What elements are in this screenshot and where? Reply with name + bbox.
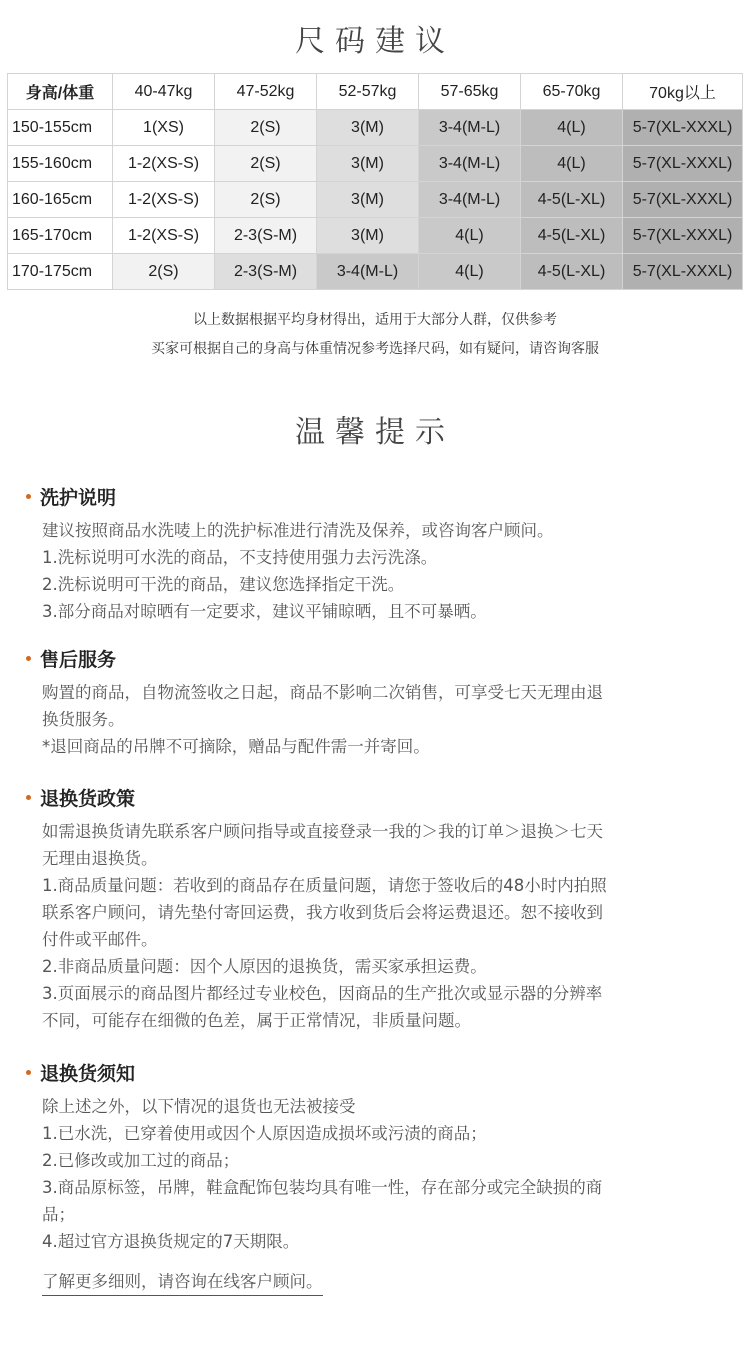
care-heading	[26, 483, 116, 510]
return-policy-line: 1.商品质量问题：若收到的商品存在质量问题，请您于签收后的48小时内拍照	[42, 876, 607, 895]
return-notice-line: 除上述之外，以下情况的退货也无法被接受	[42, 1097, 356, 1116]
size-cell: 2(S)	[215, 182, 317, 218]
size-cell: 4-5(L-XL)	[521, 182, 623, 218]
return-notice-heading-label: 退换货须知	[40, 1063, 136, 1085]
size-chart-table	[7, 73, 743, 290]
size-cell: 4(L)	[521, 110, 623, 146]
size-table-row	[8, 182, 743, 218]
return-notice-text	[42, 1093, 722, 1255]
size-cell: 3(M)	[317, 182, 419, 218]
size-cell: 3(M)	[317, 146, 419, 182]
header-cell: 52-57kg	[317, 74, 419, 110]
after-sales-line: 换货服务。	[42, 710, 125, 729]
size-note-1: 以上数据根据平均身材得出，适用于大部分人群，仅供参考	[193, 312, 557, 328]
size-cell: 1(XS)	[113, 110, 215, 146]
bullet-dot-icon	[26, 656, 31, 661]
size-cell: 3-4(M-L)	[317, 254, 419, 290]
size-cell: 2-3(S-M)	[215, 254, 317, 290]
return-policy-text	[42, 818, 722, 1034]
height-cell: 160-165cm	[8, 182, 113, 218]
return-notice-line: 2.已修改或加工过的商品；	[42, 1151, 240, 1170]
height-cell: 165-170cm	[8, 218, 113, 254]
size-table-row	[8, 146, 743, 182]
care-line: 建议按照商品水洗唛上的洗护标准进行清洗及保养，或咨询客户顾问。	[42, 521, 554, 540]
care-line: 1.洗标说明可水洗的商品，不支持使用强力去污洗涤。	[42, 548, 438, 567]
size-table-row	[8, 254, 743, 290]
size-note-2: 买家可根据自己的身高与体重情况参考选择尺码，如有疑问，请咨询客服	[151, 341, 599, 357]
height-cell: 150-155cm	[8, 110, 113, 146]
return-notice-line: 品；	[42, 1205, 75, 1224]
size-cell: 1-2(XS-S)	[113, 182, 215, 218]
return-policy-line: 3.页面展示的商品图片都经过专业校色，因商品的生产批次或显示器的分辨率	[42, 984, 603, 1003]
care-heading-label: 洗护说明	[40, 487, 117, 509]
header-cell: 47-52kg	[215, 74, 317, 110]
size-cell: 1-2(XS-S)	[113, 146, 215, 182]
header-cell: 身高/体重	[8, 74, 113, 110]
size-cell: 4(L)	[419, 218, 521, 254]
after-sales-text	[42, 679, 722, 760]
return-policy-line: 如需退换货请先联系客户顾问指导或直接登录一我的＞我的订单＞退换＞七天	[42, 822, 603, 841]
tips-title: 温馨提示	[295, 415, 455, 450]
size-cell: 4(L)	[521, 146, 623, 182]
header-cell: 57-65kg	[419, 74, 521, 110]
after-sales-heading-label: 售后服务	[40, 649, 117, 671]
size-cell: 5-7(XL-XXXL)	[623, 110, 743, 146]
return-policy-line: 无理由退换货。	[42, 849, 158, 868]
size-table-header-row	[8, 74, 743, 110]
size-guide-title: 尺码建议	[295, 24, 455, 59]
size-table-row	[8, 110, 743, 146]
size-cell: 2(S)	[215, 146, 317, 182]
size-cell: 5-7(XL-XXXL)	[623, 218, 743, 254]
size-cell: 3(M)	[317, 110, 419, 146]
size-cell: 3-4(M-L)	[419, 110, 521, 146]
size-cell: 3-4(M-L)	[419, 146, 521, 182]
size-cell: 5-7(XL-XXXL)	[623, 146, 743, 182]
size-cell: 3(M)	[317, 218, 419, 254]
care-line: 3.部分商品对晾晒有一定要求，建议平铺晾晒，且不可暴晒。	[42, 602, 487, 621]
size-cell: 3-4(M-L)	[419, 182, 521, 218]
size-cell: 2-3(S-M)	[215, 218, 317, 254]
return-policy-heading-label: 退换货政策	[40, 788, 136, 810]
return-policy-line: 2.非商品质量问题：因个人原因的退换货，需买家承担运费。	[42, 957, 487, 976]
size-cell: 5-7(XL-XXXL)	[623, 254, 743, 290]
return-policy-line: 不同，可能存在细微的色差，属于正常情况，非质量问题。	[42, 1011, 471, 1030]
return-notice-line: 4.超过官方退换货规定的7天期限。	[42, 1232, 300, 1251]
return-notice-line: 1.已水洗，已穿着使用或因个人原因造成损坏或污渍的商品；	[42, 1124, 487, 1143]
after-sales-line: 购置的商品，自物流签收之日起，商品不影响二次销售，可享受七天无理由退	[42, 683, 603, 702]
height-cell: 155-160cm	[8, 146, 113, 182]
care-line: 2.洗标说明可干洗的商品，建议您选择指定干洗。	[42, 575, 405, 594]
after-sales-line: *退回商品的吊牌不可摘除，赠品与配件需一并寄回。	[42, 737, 430, 756]
return-policy-heading	[26, 784, 135, 811]
size-cell: 4(L)	[419, 254, 521, 290]
bullet-dot-icon	[26, 494, 31, 499]
size-cell: 2(S)	[113, 254, 215, 290]
more-details-link[interactable]: 了解更多细则，请咨询在线客户顾问。	[42, 1268, 323, 1296]
return-notice-line: 3.商品原标签，吊牌，鞋盒配饰包装均具有唯一性，存在部分或完全缺损的商	[42, 1178, 603, 1197]
return-policy-line: 付件或平邮件。	[42, 930, 158, 949]
size-cell: 5-7(XL-XXXL)	[623, 182, 743, 218]
header-cell: 70kg以上	[623, 74, 743, 110]
return-policy-line: 联系客户顾问，请先垫付寄回运费，我方收到货后会将运费退还。恕不接收到	[42, 903, 603, 922]
size-cell: 1-2(XS-S)	[113, 218, 215, 254]
bullet-dot-icon	[26, 795, 31, 800]
care-text	[42, 517, 722, 625]
size-cell: 4-5(L-XL)	[521, 254, 623, 290]
return-notice-heading	[26, 1059, 135, 1086]
bullet-dot-icon	[26, 1070, 31, 1075]
height-cell: 170-175cm	[8, 254, 113, 290]
after-sales-heading	[26, 645, 116, 672]
size-cell: 2(S)	[215, 110, 317, 146]
header-cell: 65-70kg	[521, 74, 623, 110]
size-cell: 4-5(L-XL)	[521, 218, 623, 254]
size-table-row	[8, 218, 743, 254]
header-cell: 40-47kg	[113, 74, 215, 110]
